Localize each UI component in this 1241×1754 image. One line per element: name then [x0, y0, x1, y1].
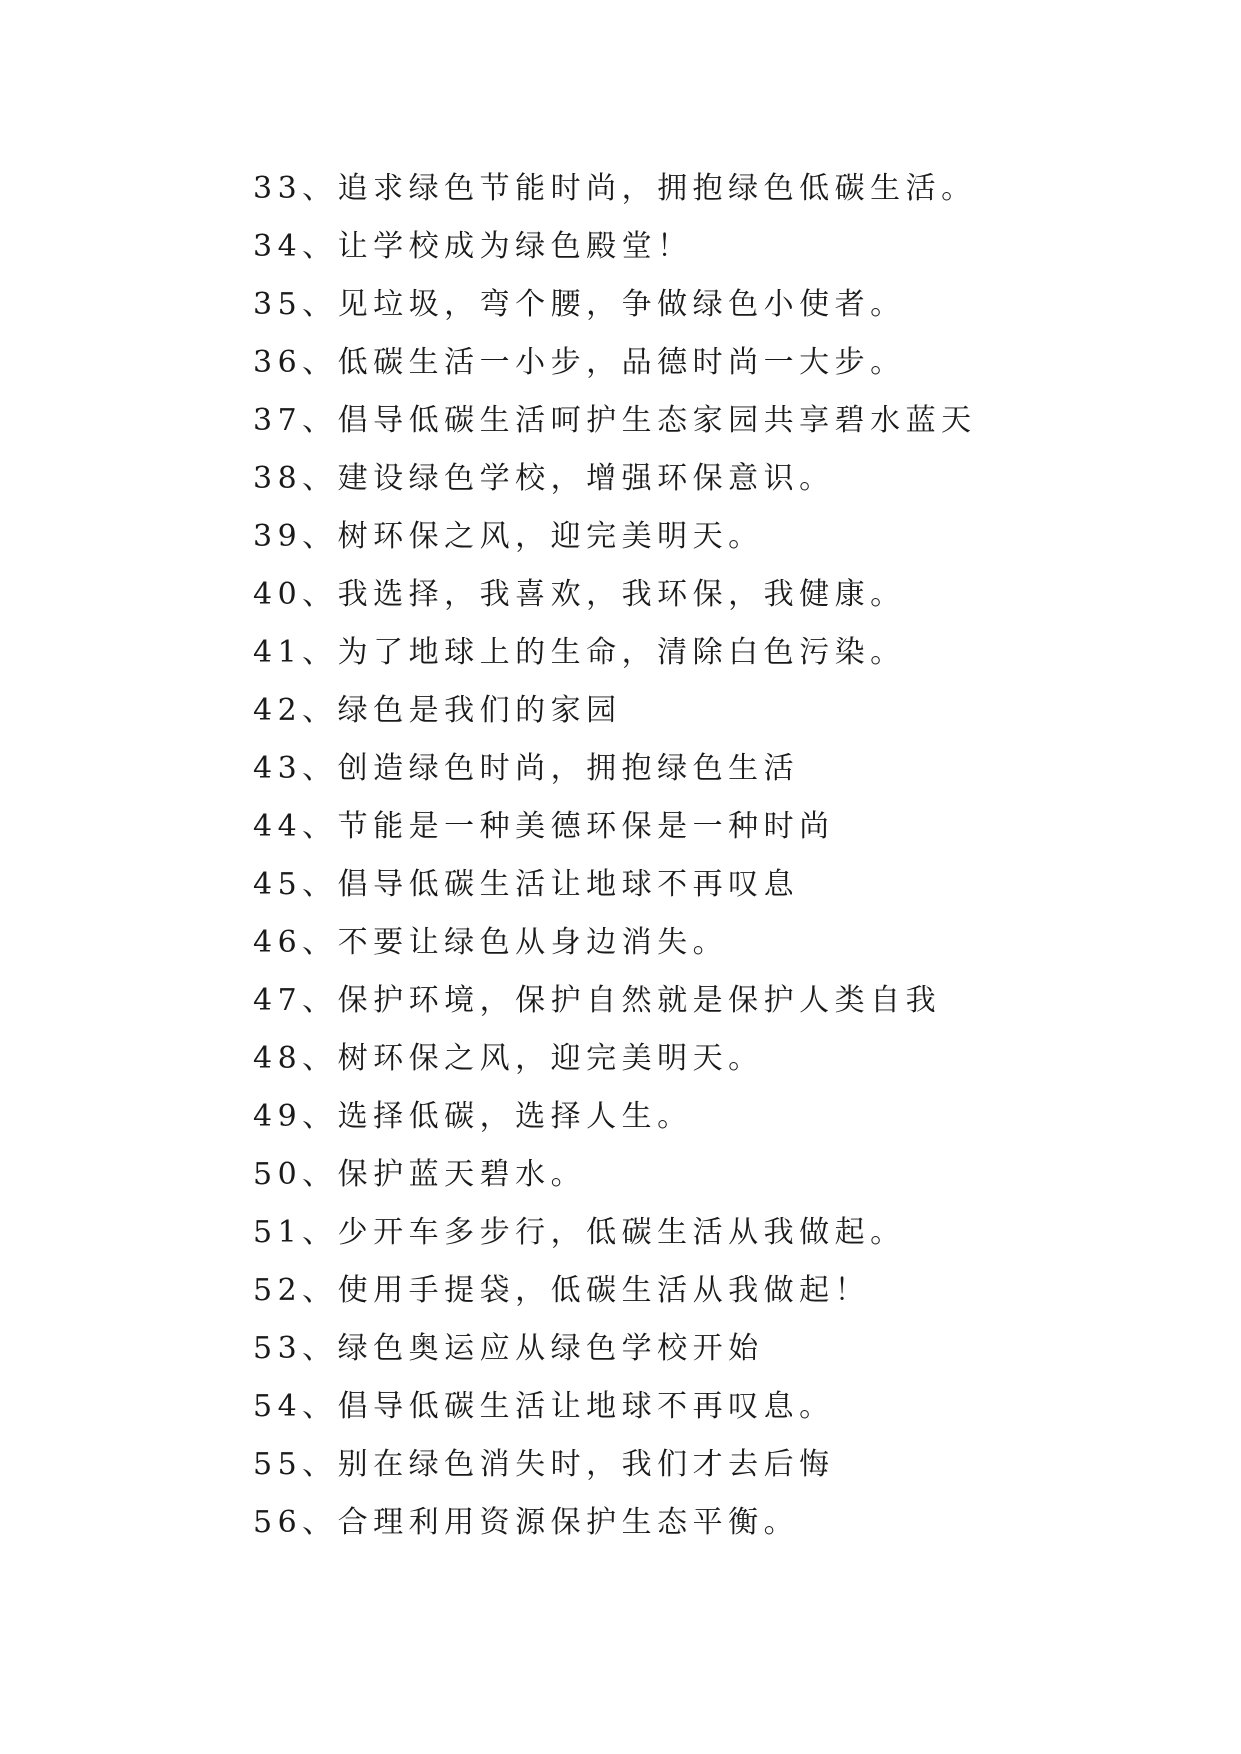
- slogan-line: 53、绿色奥运应从绿色学校开始: [253, 1331, 764, 1366]
- slogan-line: 51、少开车多步行，低碳生活从我做起。: [253, 1215, 906, 1250]
- slogan-line: 45、倡导低碳生活让地球不再叹息: [253, 867, 800, 902]
- slogan-line: 42、绿色是我们的家园: [253, 693, 622, 728]
- slogan-line: 56、合理利用资源保护生态平衡。: [253, 1505, 800, 1540]
- slogan-list: [253, 160, 977, 1552]
- slogan-line: 43、创造绿色时尚，拥抱绿色生活: [253, 751, 800, 786]
- slogan-line: 55、别在绿色消失时，我们才去后悔: [253, 1447, 835, 1482]
- slogan-line: 44、节能是一种美德环保是一种时尚: [253, 809, 835, 844]
- slogan-line: 48、树环保之风，迎完美明天。: [253, 1041, 764, 1076]
- slogan-line: 38、建设绿色学校，增强环保意识。: [253, 461, 835, 496]
- slogan-line: 52、使用手提袋，低碳生活从我做起！: [253, 1273, 871, 1308]
- slogan-line: 34、让学校成为绿色殿堂！: [253, 229, 693, 264]
- slogan-line: 33、追求绿色节能时尚，拥抱绿色低碳生活。: [253, 171, 977, 206]
- slogan-line: 47、保护环境，保护自然就是保护人类自我: [253, 983, 942, 1018]
- slogan-line: 35、见垃圾，弯个腰，争做绿色小使者。: [253, 287, 906, 322]
- slogan-line: 49、选择低碳，选择人生。: [253, 1099, 693, 1134]
- slogan-line: 36、低碳生活一小步，品德时尚一大步。: [253, 345, 906, 380]
- slogan-line: 37、倡导低碳生活呵护生态家园共享碧水蓝天: [253, 403, 977, 438]
- slogan-line: 46、不要让绿色从身边消失。: [253, 925, 729, 960]
- slogan-line: 40、我选择，我喜欢，我环保，我健康。: [253, 577, 906, 612]
- slogan-line: 39、树环保之风，迎完美明天。: [253, 519, 764, 554]
- slogan-line: 54、倡导低碳生活让地球不再叹息。: [253, 1389, 835, 1424]
- slogan-line: 41、为了地球上的生命，清除白色污染。: [253, 635, 906, 670]
- slogan-line: 50、保护蓝天碧水。: [253, 1157, 587, 1192]
